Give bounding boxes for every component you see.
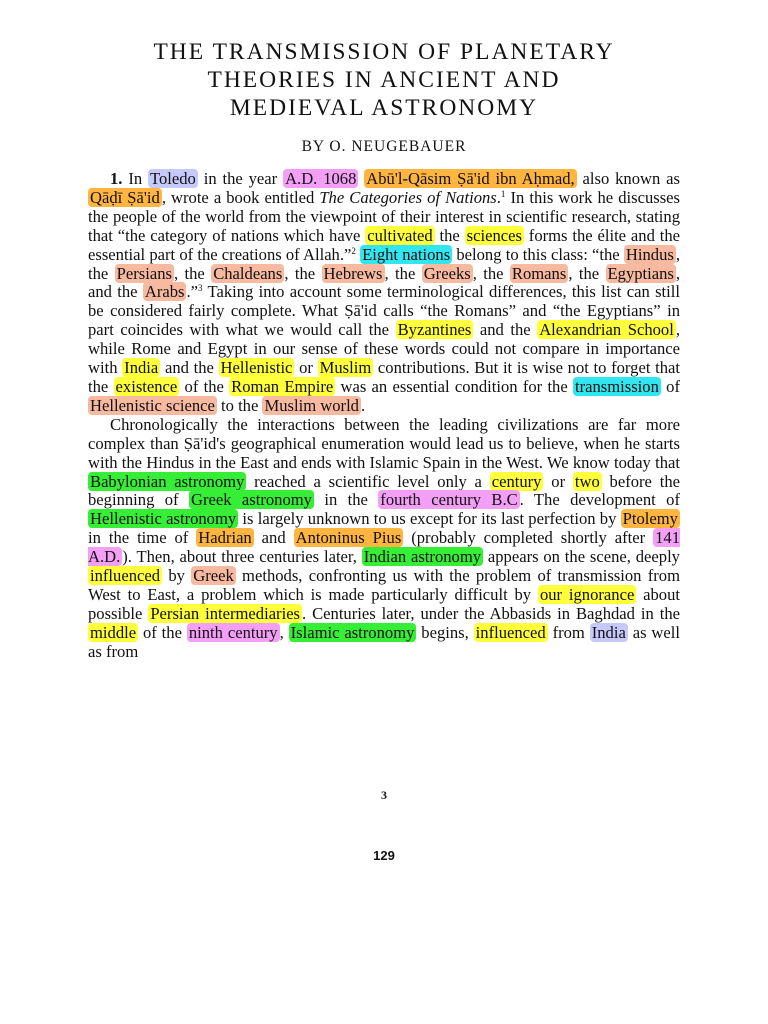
text: and the <box>160 358 219 378</box>
highlight-persians: Persians <box>116 263 172 283</box>
highlight-islamic-astronomy: Islamic astronomy <box>290 622 415 642</box>
highlight-two: two <box>574 471 600 491</box>
text: belong to this class: “the <box>452 244 624 264</box>
highlight-141-ad: 141 A.D. <box>88 528 681 567</box>
highlight-romans: Romans <box>511 263 567 283</box>
folio-number: 3 <box>381 788 387 802</box>
highlight-hellenistic: Hellenistic <box>220 358 293 378</box>
book-title: The Categories of Nations <box>319 187 497 207</box>
highlight-persian-intermediaries: Persian intermediaries <box>150 603 301 623</box>
text: methods, confronting us with the problem of transmission from West to East, a problem which is made particularly difficult by <box>88 566 681 604</box>
text: , the <box>284 263 322 283</box>
text: the <box>434 225 465 245</box>
highlight-greek-astronomy: Greek astronomy <box>190 490 312 510</box>
highlight-existence: existence <box>115 376 178 396</box>
highlight-cultivated: cultivated <box>367 225 433 245</box>
highlight-fourth-century: fourth century B.C <box>380 490 518 510</box>
text: is largely unknown to us except for its last perfection by <box>238 509 621 529</box>
highlight-antoninus-pius: Antoninus Pius <box>295 528 402 548</box>
text: about possible <box>88 584 681 623</box>
article-title <box>88 38 680 122</box>
highlight-chaldeans: Chaldeans <box>213 263 283 283</box>
text: reached a scientific level only a <box>246 471 490 491</box>
footnote-2: 2 <box>351 245 356 256</box>
highlight-egyptians: Egyptians <box>607 263 674 283</box>
paragraph-2 <box>88 416 680 662</box>
text: and <box>253 528 294 548</box>
highlight-greek: Greek <box>193 566 234 586</box>
highlight-greeks: Greeks <box>423 263 471 283</box>
title-line-2: THEORIES IN ANCIENT AND <box>207 67 561 93</box>
highlight-our-ignorance: our ignorance <box>539 584 635 604</box>
highlight-indian-astronomy: Indian astronomy <box>363 547 482 567</box>
text: of the <box>179 376 230 396</box>
text: , the <box>88 244 680 283</box>
text: from <box>547 622 590 642</box>
highlight-sciences: sciences <box>466 225 522 245</box>
highlight-hellenistic-science: Hellenistic science <box>90 395 215 415</box>
highlight-india: India <box>124 358 159 378</box>
highlight-middle: middle <box>90 622 137 642</box>
text: In <box>122 169 149 188</box>
article-page <box>88 38 680 662</box>
text: before the beginning of <box>88 471 680 510</box>
text: was an essential condition for the <box>335 376 573 396</box>
text: , the <box>173 263 212 283</box>
highlight-ptolemy: Ptolemy <box>622 509 678 529</box>
text: by <box>162 566 192 586</box>
text: Taking into account some terminological differences, this list can still be considered fairly complete. What Ṣā'id calls “the Romans” and “the Egyptians” in part coincides with what we would call the <box>88 282 680 340</box>
text: in the year <box>197 169 284 188</box>
text: appears on the scene, deeply <box>483 547 680 567</box>
highlight-hebrews: Hebrews <box>323 263 383 283</box>
page-number: 129 <box>373 848 395 863</box>
title-line-1: THE TRANSMISSION OF PLANETARY <box>153 39 615 65</box>
article-body <box>88 170 680 662</box>
text: and the <box>473 320 538 340</box>
text: (probably completed shortly after <box>403 528 654 548</box>
highlight-eight-nations: Eight nations <box>362 244 451 264</box>
highlight-alexandrian-school: Alexandrian School <box>539 320 674 340</box>
highlight-ninth-century: ninth century <box>188 622 278 642</box>
footnote-3: 3 <box>198 283 203 294</box>
title-line-3: MEDIEVAL ASTRONOMY <box>229 95 539 121</box>
text: , while Rome and Egypt in our sense of these words could not compare in importance with <box>88 320 680 378</box>
text: In this work he discusses the people of the world from the viewpoint of their interest in scientific research, stating that “the category of nations which have <box>88 187 680 245</box>
text: . <box>496 187 501 207</box>
highlight-influenced: influenced <box>90 566 161 586</box>
text: , wrote a book entitled <box>161 187 320 207</box>
highlight-byzantines: Byzantines <box>397 320 472 340</box>
text: also known as <box>576 169 680 188</box>
highlight-hadrian: Hadrian <box>198 528 252 548</box>
highlight-india-2: India <box>591 622 626 642</box>
highlight-influenced-2: influenced <box>475 622 546 642</box>
text: .” <box>186 282 198 302</box>
text: , <box>279 622 289 642</box>
section-number: 1. <box>110 169 123 188</box>
text: or <box>294 358 318 378</box>
text: begins, <box>416 622 474 642</box>
highlight-qadi-said: Qāḍī Ṣā'id <box>90 187 160 207</box>
text: as well as from <box>88 622 680 661</box>
text: , the <box>384 263 422 283</box>
text: of the <box>138 622 187 642</box>
highlight-hindus: Hindus <box>625 244 674 264</box>
text: or <box>543 471 573 491</box>
highlight-roman-empire: Roman Empire <box>231 376 334 396</box>
highlight-abul-qasim: Abū'l-Qāsim Ṣā'id ibn Aḥmad, <box>366 169 575 188</box>
text: contributions. But it is wise not to forget that the <box>88 358 680 396</box>
highlight-arabs: Arabs <box>144 282 185 302</box>
highlight-toledo: Toledo <box>150 169 196 188</box>
text: ). Then, about three centuries later, <box>122 547 362 567</box>
text: in the <box>313 490 379 510</box>
highlight-babylonian-astronomy: Babylonian astronomy <box>90 471 245 491</box>
paragraph-1 <box>88 170 680 416</box>
footnote-1: 1 <box>500 188 506 199</box>
author-byline: BY O. NEUGEBAUER <box>301 138 467 155</box>
text: . <box>360 395 366 415</box>
text: , the <box>472 263 510 283</box>
highlight-ad1068: A.D. 1068 <box>285 169 357 188</box>
highlight-hellenistic-astronomy: Hellenistic astronomy <box>90 509 237 529</box>
highlight-muslim-world: Muslim world <box>264 395 359 415</box>
highlight-muslim: Muslim <box>319 358 372 378</box>
text: of <box>660 376 680 396</box>
text: , and the <box>88 263 681 302</box>
highlight-century: century <box>491 471 542 491</box>
text: . The development of <box>519 490 681 510</box>
text: . Centuries later, under the Abbasids in Baghdad in the <box>302 603 680 623</box>
text: in the time of <box>88 528 197 548</box>
text: to the <box>216 395 263 415</box>
text: forms the élite and the essential part of the creations of Allah.” <box>88 225 680 264</box>
text: , the <box>568 263 606 283</box>
text: Chronologically the interactions between the leading civilizations are far more complex than Ṣā'id's geographical enumeration would lead us to believe, when he starts with the Hindus in the East and ends with Islamic Spain in the West. We know today that <box>88 414 680 472</box>
highlight-transmission: transmission <box>574 376 659 396</box>
